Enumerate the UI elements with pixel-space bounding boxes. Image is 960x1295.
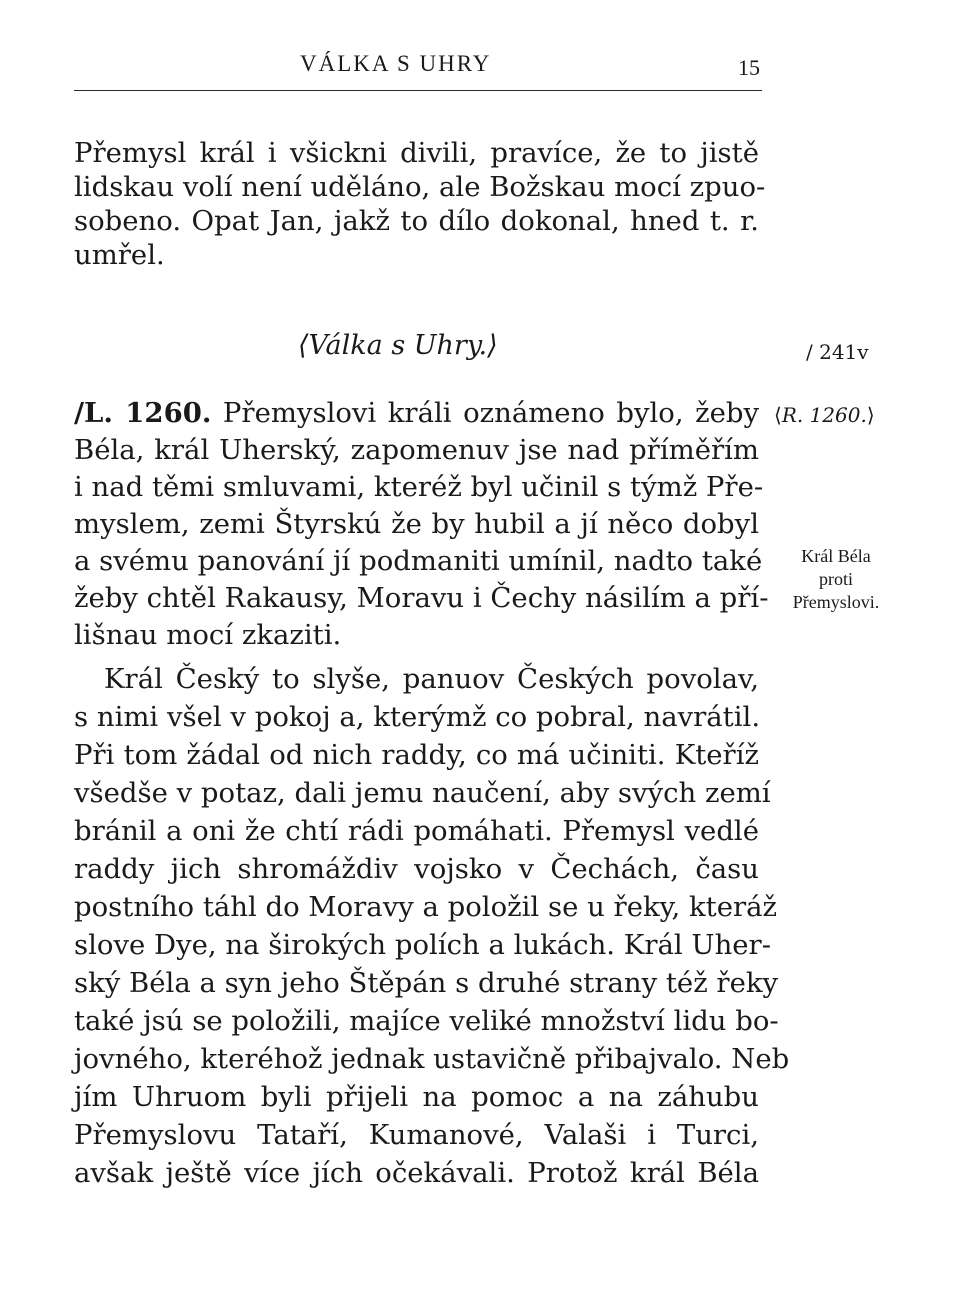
text-line: ský Béla a syn jeho Štěpán s druhé strany též řeky xyxy=(74,967,779,999)
margin-note-line: Král Béla xyxy=(801,546,871,566)
text-line: myslem, zemi Štyrskú že by hubil a jí něco dobyl xyxy=(74,508,759,540)
text-line: raddy jich shromáždiv vojsko v Čechách, času xyxy=(74,853,759,885)
text-line: Přemysl král i všickni divili, pravíce, že to jistě xyxy=(74,137,759,169)
bracket-close: ⟩ xyxy=(866,403,875,427)
text-line: také jsú se položili, majíce veliké množství lidu bo- xyxy=(74,1005,779,1037)
text-line: i nad těmi smluvami, kteréž byl učinil s týmž Pře- xyxy=(74,471,764,503)
margin-note xyxy=(766,545,906,614)
text-span: Přemyslovi králi oznámeno bylo, žeby xyxy=(211,397,760,429)
page-number: 15 xyxy=(738,55,760,80)
folio-reference: / 241v xyxy=(806,340,869,364)
text-line: lidskau volí není uděláno, ale Božskau mocí zpuo- xyxy=(74,171,766,203)
text-line: Přemyslovu Tataří, Kumanové, Valaši i Turci, xyxy=(74,1119,759,1151)
text-line: jím Uhruom byli přijeli na pomoc a na záhubu xyxy=(74,1081,759,1113)
year-reference-text: R. 1260. xyxy=(781,403,867,427)
margin-note-line: proti xyxy=(819,569,853,589)
text-line: umřel. xyxy=(74,239,165,271)
text-line: Při tom žádal od nich raddy, co má učiniti. Kteříž xyxy=(74,739,759,771)
text-line-with-year xyxy=(74,396,759,430)
header-divider xyxy=(74,90,762,91)
text-line: a svému panování jí podmaniti umínil, nadto také xyxy=(74,545,763,577)
text-line: lišnau mocí zkaziti. xyxy=(74,619,342,651)
text-line: všedše v potaz, dali jemu naučení, aby svých zemí xyxy=(74,777,771,809)
text-line: avšak ještě více jích očekávali. Protož král Béla xyxy=(74,1157,759,1189)
year-label: /L. 1260. xyxy=(74,397,212,429)
running-header-title: VÁLKA S UHRY xyxy=(300,51,492,76)
text-line: sobeno. Opat Jan, jakž to dílo dokonal, hned t. r. xyxy=(74,205,759,237)
text-line: postního táhl do Moravy a položil se u řeky, kteráž xyxy=(74,891,778,923)
text-line: žeby chtěl Rakausy, Moravu i Čechy násilím a pří- xyxy=(74,582,769,614)
section-heading: ⟨Válka s Uhry.⟩ xyxy=(298,330,498,361)
text-line: bránil a oni že chtí rádi pomáhati. Přemysl vedlé xyxy=(74,815,759,847)
text-line: jovného, kteréhož jednak ustavičně přibajvalo. Neb xyxy=(74,1043,790,1075)
text-line: Béla, král Uherský, zapomenuv jse nad příměřím xyxy=(74,434,759,466)
bracket-open: ⟨ xyxy=(774,403,782,427)
text-line: Král Český to slyše, panuov Českých povolav, xyxy=(104,663,759,695)
margin-note-line: Přemyslovi. xyxy=(792,592,880,612)
text-line: slove Dye, na širokých polích a lukách. Král Uher- xyxy=(74,929,771,961)
text-line: s nimi všel v pokoj a, kterýmž co pobral, navrátil. xyxy=(74,701,761,733)
year-reference xyxy=(774,403,875,427)
